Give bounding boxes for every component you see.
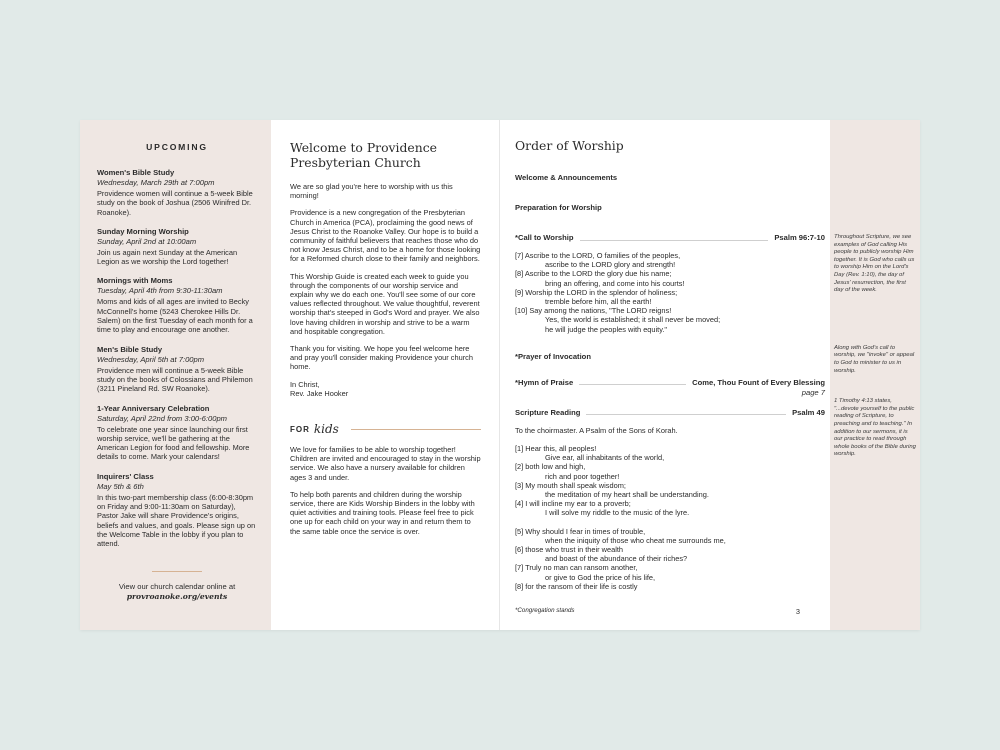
event-title: Men's Bible Study (97, 344, 163, 354)
kids-paragraph: To help both parents and children during the worship service, there are Kids Worship Binders in the lobby with quiet activities and training tools. Please feel free to pick one up for each child on your way in and return them to the same table once the service is over. (290, 489, 475, 536)
leader-line (586, 414, 786, 415)
event-title: Sunday Morning Worship (97, 226, 189, 236)
kids-label: kids (313, 422, 339, 437)
event-anniversary (97, 404, 257, 462)
event-title: Mornings with Moms (97, 276, 173, 286)
kids-rule (351, 429, 481, 430)
leader-line (579, 384, 686, 385)
event-when: Wednesday, March 29th at 7:00pm (97, 178, 215, 187)
hymn-row (515, 378, 825, 388)
event-when: May 5th & 6th (97, 481, 144, 491)
verse-line: [6] those who trust in their wealth (515, 545, 624, 555)
preparation-heading: Preparation for Worship (515, 203, 602, 212)
event-description: Join us again next Sunday at the American Legion as we worship the Lord together! (97, 247, 238, 267)
event-when: Sunday, April 2nd at 10:00am (97, 236, 197, 246)
verse-line: tremble before him, all the earth! (545, 297, 652, 307)
kids-heading (290, 422, 481, 436)
event-mens-bible-study (97, 345, 257, 394)
verse-line: Yes, the world is established; it shall never be moved; (545, 315, 721, 325)
signoff: In Christ, (290, 379, 320, 389)
verse-line: Give ear, all inhabitants of the world, (545, 453, 665, 463)
worship-guide-spread (80, 120, 920, 630)
verse-line: [4] I will incline my ear to a proverb; (515, 499, 631, 509)
event-title: Women's Bible Study (97, 168, 175, 177)
verse-line: [2] both low and high, (515, 462, 586, 472)
calendar-text: View our church calendar online at (118, 581, 236, 591)
event-mornings-with-moms (97, 276, 257, 334)
prayer-of-invocation: *Prayer of Invocation (515, 351, 591, 361)
welcome-panel (271, 120, 500, 630)
calendar-link[interactable]: provroanoke.org/events (126, 591, 228, 601)
reading-label: Scripture Reading (515, 407, 581, 417)
verse-line: [7] Truly no man can ransom another, (515, 563, 638, 573)
event-description: Providence men will continue a 5-week Bible study on the books of Colossians and Philemon (3211 Pineland Rd. SW Roanoke). (97, 365, 253, 394)
welcome-paragraph: This Worship Guide is created each week to guide you through the components of our worship service and explain why we do each one. You'll see some of our core values reflected throughout. We value thoughtful, reverent worship that's steeped in God's Word and prayer. We also love having children in worship and strive to be a warm and hospitable congregation. (290, 271, 480, 336)
verse-line: rich and poor together! (545, 471, 620, 481)
order-title: Order of Worship (515, 138, 624, 153)
reading-verses-b (515, 527, 825, 591)
leader-line (580, 240, 769, 241)
divider (152, 571, 202, 572)
upcoming-heading: UPCOMING (146, 142, 208, 152)
verse-line: [3] My mouth shall speak wisdom; (515, 480, 626, 490)
verse-line: the meditation of my heart shall be understanding. (545, 490, 709, 500)
call-to-worship-row (515, 233, 825, 243)
verse-line: [7] Ascribe to the LORD, O families of the peoples, (515, 251, 681, 260)
verse-line: I will solve my riddle to the music of the lyre. (545, 508, 690, 518)
order-of-worship-panel (500, 120, 830, 630)
kids-for-label: FOR (290, 424, 310, 434)
hymn-page: page 7 (801, 387, 825, 397)
note-scripture-reading: 1 Timothy 4:13 states, "...devote yourself to the public reading of Scripture, to preaching and to teaching." In addition to our sermons, it is our practice to read through whole books of the Bible during worship. (834, 398, 916, 458)
upcoming-panel (80, 120, 271, 630)
verse-line: he will judge the peoples with equity." (545, 324, 668, 334)
welcome-title-line1: Welcome to Providence (290, 140, 438, 155)
verse-line: [8] Ascribe to the LORD the glory due his name; (515, 269, 672, 279)
welcome-paragraph: We are so glad you're here to worship with us this morning! (290, 182, 453, 201)
verse-line: when the iniquity of those who cheat me surrounds me, (545, 535, 726, 545)
verse-line: or give to God the price of his life, (545, 572, 656, 582)
welcome-paragraph: Thank you for visiting. We hope you feel welcome here and pray you'll consider making Providence your church home. (290, 344, 473, 372)
event-title: Inquirers' Class (97, 471, 154, 481)
verse-line: and boast of the abundance of their riches? (545, 554, 688, 564)
margin-notes-panel (830, 120, 920, 630)
event-title: 1-Year Anniversary Celebration (97, 403, 210, 413)
event-description: In this two-part membership class (6:00-8:30pm on Friday and 9:00-11:30am on Saturday), Pastor Jake will share Providence's origins, beliefs and values, and goals. Please sign up on the Welcome Table in the lobby if you plan to attend. (97, 492, 256, 549)
welcome-title (290, 140, 481, 170)
event-description: Moms and kids of all ages are invited to Becky McConnell's home (5243 Cherokee Hills Dr. Salem) on the first Tuesday of each month for a time to play and encourage one another. (97, 297, 253, 335)
signature-name: Rev. Jake Hooker (290, 388, 349, 398)
verse-line: [10] Say among the nations, "The LORD reigns! (515, 306, 672, 316)
welcome-announcements: Welcome & Announcements (515, 173, 618, 182)
event-womens-bible-study (97, 168, 257, 217)
event-when: Tuesday, April 4th from 9:30-11:30am (97, 286, 223, 296)
page-footer (515, 607, 800, 616)
welcome-title-line2: Presbyterian Church (290, 155, 421, 170)
event-sunday-worship (97, 227, 257, 267)
note-call-to-worship: Throughout Scripture, we see examples of God calling His people to publicly worship Him together. It is God who calls us to worship Him on the Lord's Day (Rev. 1:10), the day of Jesus' resurrection, the first day of the week. (834, 234, 915, 294)
event-when: Wednesday, April 5th at 7:00pm (97, 354, 205, 364)
event-description: To celebrate one year since launching our first worship service, we'll be gathering at the American Legion for food and fellowship. More details to come. Mark your calendars! (97, 424, 250, 462)
verse-line: [1] Hear this, all peoples! (515, 444, 597, 454)
verse-line: [8] for the ransom of their life is costly (515, 581, 638, 591)
congregation-note: *Congregation stands (515, 607, 575, 614)
reading-ref: Psalm 49 (792, 407, 825, 417)
scripture-reading-row (515, 408, 825, 418)
event-description: Providence women will continue a 5-week Bible study on the book of Joshua (2506 Winifred Dr. Roanoke). (97, 189, 253, 217)
event-inquirers-class (97, 472, 257, 549)
kids-paragraph: We love for families to be able to worship together! Children are invited and encouraged to stay in the worship service. We also have a nursery available for children ages 3 and under. (290, 445, 481, 482)
note-invocation: Along with God's call to worship, we "invoke" or appeal to God to minister to us in worship. (834, 344, 915, 374)
page-number: 3 (795, 607, 800, 616)
verse-line: [9] Worship the LORD in the splendor of holiness; (515, 287, 678, 297)
hymn-label: *Hymn of Praise (515, 377, 574, 387)
welcome-signature (290, 380, 481, 398)
verse-line: ascribe to the LORD glory and strength! (545, 260, 676, 270)
call-ref: Psalm 96:7-10 (774, 233, 825, 242)
verse-line: [5] Why should I fear in times of trouble, (515, 526, 646, 536)
reading-intro: To the choirmaster. A Psalm of the Sons of Korah. (515, 425, 678, 435)
reading-verses-a (515, 444, 825, 518)
verse-line: bring an offering, and come into his courts! (545, 278, 685, 288)
call-verses (515, 251, 825, 334)
welcome-paragraph: Providence is a new congregation of the Presbyterian Church in America (PCA), proclaiming the good news of Jesus Christ to the Roanoke Valley. Our hope is to build a community of faithful believers that reaches those who do not know Jesus Christ, and to be a home for those looking for a Reformed church close to their family and neighbors. (290, 208, 481, 264)
call-label: *Call to Worship (515, 233, 574, 242)
event-when: Saturday, April 22nd from 3:00-6:00pm (97, 413, 228, 423)
hymn-title: Come, Thou Fount of Every Blessing (692, 377, 825, 387)
